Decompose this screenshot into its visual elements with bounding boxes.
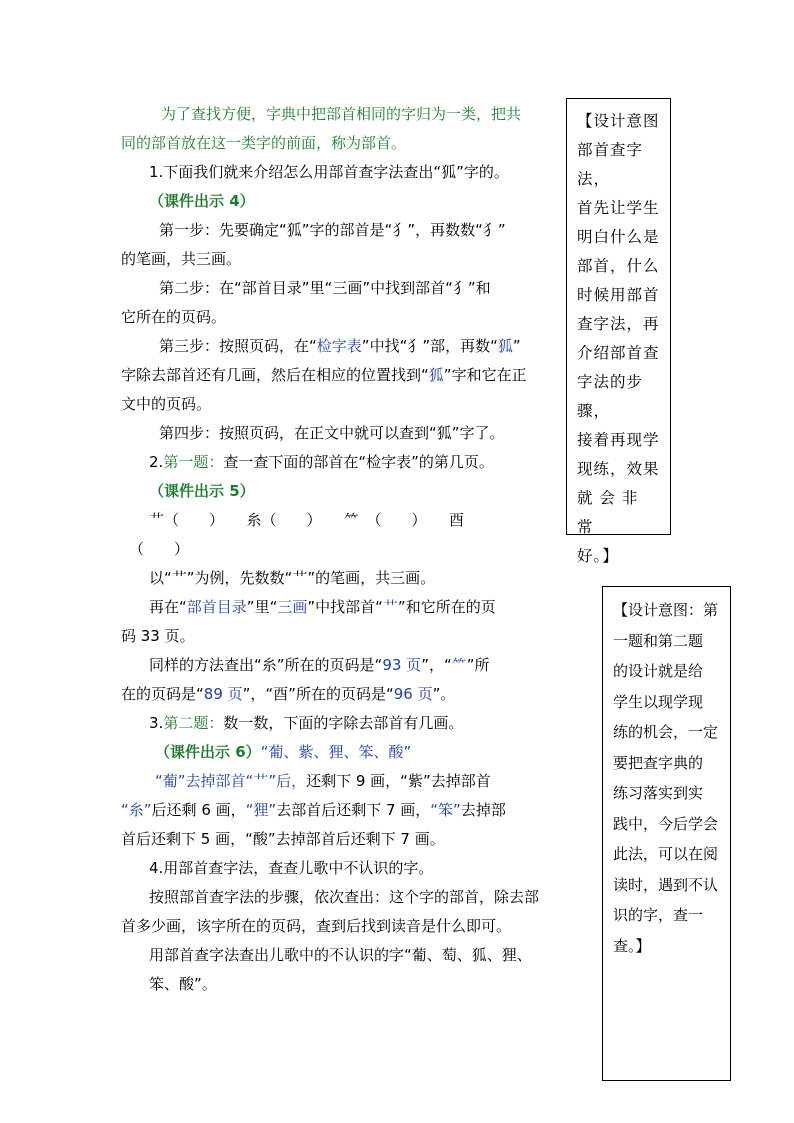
courseware-6: （课件出示 6）“葡、紫、狸、笨、酸” — [155, 743, 412, 761]
note-line: 练习落实到实 — [613, 784, 704, 802]
note-line: 要把查字典的 — [613, 753, 704, 772]
step-1-line-2: 的笔画，共三画。 — [121, 250, 242, 268]
answer-line-1: “葡”去掉部首“艹”后，还剩下 9 画，“紫”去掉部首 — [155, 772, 491, 790]
design-intent-note-2 — [602, 586, 731, 1081]
note-line: 接着再现学 — [577, 431, 660, 449]
same-method-line-1: 同样的方法查出“糸”所在的页码是“93 页”，“⺮”所 — [149, 656, 490, 674]
note-line: 时候用部首 — [577, 286, 660, 304]
courseware-5: （课件出示 5） — [149, 482, 255, 500]
courseware-4: （课件出示 4） — [149, 192, 255, 210]
example-line-3: 码 33 页。 — [121, 627, 195, 645]
section-4-line-1: 按照部首查字法的步骤，依次查出：这个字的部首，除去部 — [149, 888, 540, 906]
section-4-line-2: 首多少画，该字所在的页码，查到后找到读音是什么即可。 — [121, 917, 512, 935]
note-line: 查。】 — [613, 936, 651, 955]
step-4: 第四步：按照页码，在正文中就可以查到“狐”字了。 — [159, 424, 505, 442]
note-line: 【设计意图：第 — [613, 601, 719, 619]
note-line: 查字法，再 — [577, 315, 660, 333]
step-2-line-2: 它所在的页码。 — [121, 308, 227, 326]
note-line: 练的机会，一定 — [613, 723, 719, 741]
step-2-line-1: 第二步：在“部首目录”里“三画”中找到部首“犭”和 — [159, 279, 491, 297]
section-4-title: 4.用部首查字法，查查儿歌中不认识的字。 — [149, 859, 434, 877]
note-line: 践中，今后学会 — [613, 814, 719, 833]
section-4-line-4: 笨、酸”。 — [149, 975, 217, 993]
note-line: 好。】 — [577, 547, 619, 565]
note-line: 学生以现学现 — [613, 692, 704, 711]
note-line: 介绍部首查 — [577, 344, 660, 362]
example-line-2: 再在“部首目录”里“三画”中找部首“艹”和它所在的页 — [149, 598, 496, 616]
step-3-line-2: 字除去部首还有几画，然后在相应的位置找到“狐”字和它在正 — [121, 366, 527, 384]
intro-line-1: 为了查找方便，字典中把部首相同的字归为一类，把共 — [161, 105, 522, 123]
note-line: 就 会 非 常 — [577, 489, 639, 536]
step-3-line-3: 文中的页码。 — [121, 395, 212, 413]
note-line: 字法的步骤， — [577, 373, 644, 420]
note-line: 首先让学生 — [577, 199, 660, 217]
step-3-line-1: 第三步：按照页码，在“检字表”中找“犭”部，再数“狐” — [159, 337, 521, 355]
note-line: 明白什么是 — [577, 228, 660, 246]
intro-line-2: 同的部首放在这一类字的前面，称为部首。 — [121, 134, 407, 152]
note-line: 此法，可以在阅 — [613, 845, 719, 863]
answer-line-2: “糸”后还剩 6 画，“狸”去部首后还剩下 7 画，“笨”去掉部 — [121, 801, 506, 819]
section-1-title: 1.下面我们就来介绍怎么用部首查字法查出“狐”字的。 — [149, 163, 509, 181]
same-method-line-2: 在的页码是“89 页”，“酉”所在的页码是“96 页”。 — [121, 685, 456, 703]
note-line: 读时，遇到不认 — [613, 875, 719, 894]
note-line: 一题和第二题 — [613, 631, 704, 650]
note-line: 识的字，查一 — [613, 906, 704, 924]
question-2: 3.第二题：数一数，下面的字除去部首有几画。 — [149, 714, 464, 732]
note-line: 部首，什么 — [577, 257, 660, 275]
radicals-line-2: （ ） — [129, 540, 190, 558]
note-line: 部首查字法， — [577, 141, 644, 188]
section-4-line-3: 用部首查字法查出儿歌中的不认识的字“葡、萄、狐、狸、 — [149, 946, 532, 964]
example-line-1: 以“艹”为例，先数数“艹”的笔画，共三画。 — [149, 569, 436, 587]
answer-line-3: 首后还剩下 5 画，“酸”去掉部首后还剩下 7 画。 — [121, 830, 445, 848]
note-line: 现练，效果 — [577, 460, 660, 478]
step-1-line-1: 第一步：先要确定“狐”字的部首是“犭”，再数数“犭” — [159, 221, 506, 239]
design-intent-note-1 — [566, 98, 671, 565]
lesson-body — [121, 100, 566, 999]
note-line: 的设计就是给 — [613, 662, 704, 680]
note-line: 【设计意图 — [577, 112, 660, 130]
question-1: 2.第一题：查一查下面的部首在“检字表”的第几页。 — [149, 453, 494, 471]
radicals-line-1: 艹（ ） 糸（ ） ⺮ （ ） 酉 — [149, 511, 465, 529]
